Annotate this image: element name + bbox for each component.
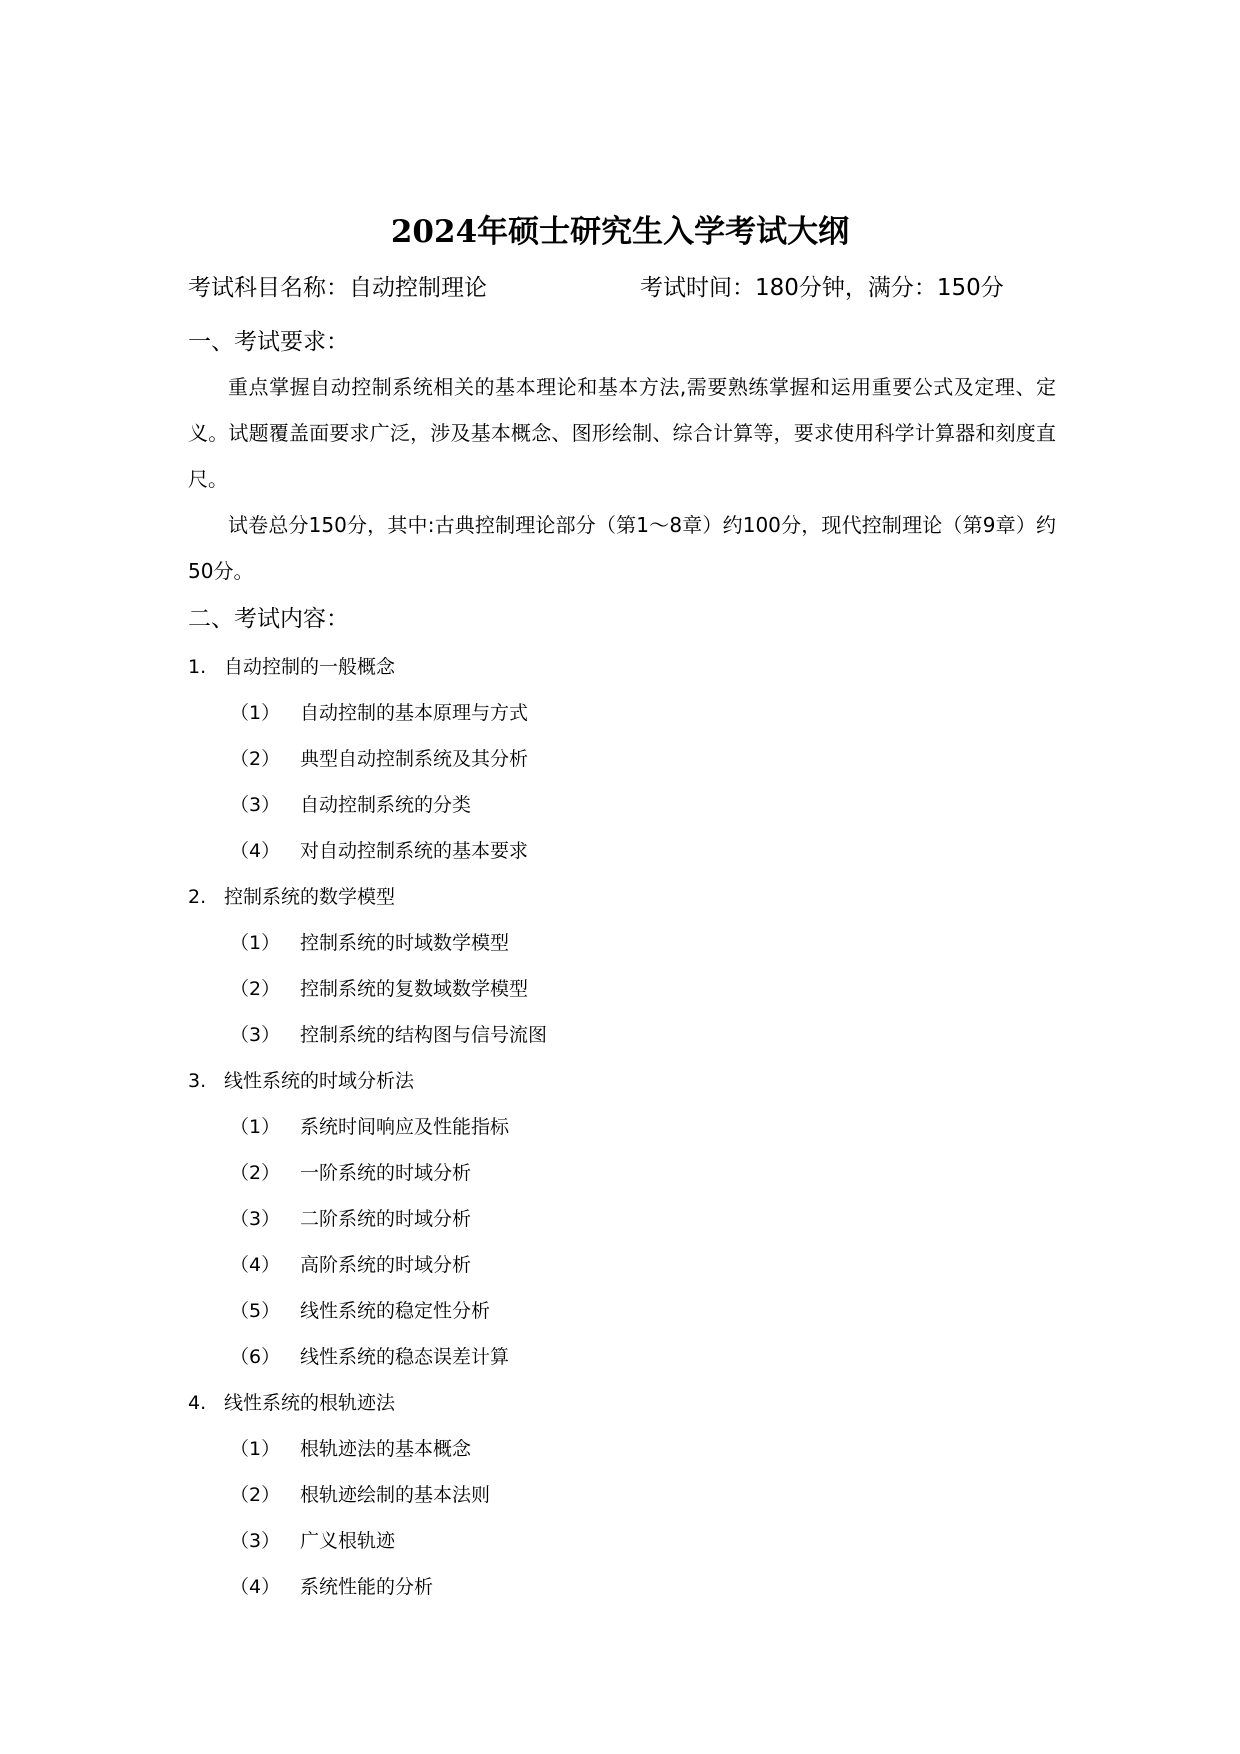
item-text: 一阶系统的时域分析 (300, 1162, 472, 1184)
item-number: （2） (230, 1484, 281, 1506)
chapter-number: 3. (188, 1070, 207, 1092)
item-text: 根轨迹法的基本概念 (300, 1438, 472, 1460)
chapter-title: 控制系统的数学模型 (224, 886, 396, 908)
requirements-paragraph-1: 重点掌握自动控制系统相关的基本理论和基本方法,需要熟练掌握和运用重要公式及定理、定义。试题覆盖面要求广泛，涉及基本概念、图形绘制、综合计算等，要求使用科学计算器和刻度直尺。 (188, 375, 1056, 491)
section-heading-requirements: 一、考试要求： (188, 329, 349, 355)
item-text: 广义根轨迹 (300, 1530, 396, 1552)
chapter-number: 2. (188, 886, 207, 908)
item-text: 线性系统的稳态误差计算 (300, 1346, 510, 1368)
item-text: 自动控制的基本原理与方式 (300, 702, 529, 724)
chapter-heading (188, 653, 395, 681)
document-title: 2024年硕士研究生入学考试大纲 (390, 214, 850, 250)
item-number: （2） (230, 748, 281, 770)
list-item (230, 745, 528, 773)
item-number: （4） (230, 1576, 281, 1598)
list-item (230, 699, 528, 727)
chapter-title: 自动控制的一般概念 (224, 656, 396, 678)
list-item (230, 929, 509, 957)
item-number: （2） (230, 978, 281, 1000)
item-number: （6） (230, 1346, 281, 1368)
list-item (230, 1251, 471, 1279)
item-text: 控制系统的时域数学模型 (300, 932, 510, 954)
item-text: 对自动控制系统的基本要求 (300, 840, 529, 862)
item-number: （1） (230, 1116, 281, 1138)
item-number: （2） (230, 1162, 281, 1184)
item-text: 高阶系统的时域分析 (300, 1254, 472, 1276)
section-heading-content: 二、考试内容： (188, 606, 349, 632)
exam-time-and-score: 考试时间：180分钟，满分：150分 (640, 275, 1004, 301)
item-number: （1） (230, 1438, 281, 1460)
list-item (230, 1297, 490, 1325)
item-text: 系统时间响应及性能指标 (300, 1116, 510, 1138)
item-number: （5） (230, 1300, 281, 1322)
list-item (230, 1435, 471, 1463)
list-item (230, 791, 471, 819)
item-number: （3） (230, 1208, 281, 1230)
chapter-title: 线性系统的时域分析法 (224, 1070, 415, 1092)
list-item (230, 1021, 547, 1049)
item-text: 自动控制系统的分类 (300, 794, 472, 816)
item-number: （3） (230, 794, 281, 816)
item-number: （4） (230, 840, 281, 862)
list-item (230, 1159, 471, 1187)
item-text: 根轨迹绘制的基本法则 (300, 1484, 491, 1506)
list-item (230, 837, 528, 865)
chapter-heading (188, 883, 395, 911)
item-number: （1） (230, 932, 281, 954)
item-text: 控制系统的结构图与信号流图 (300, 1024, 548, 1046)
list-item (230, 1205, 471, 1233)
list-item (230, 1481, 490, 1509)
list-item (230, 1573, 433, 1601)
item-text: 系统性能的分析 (300, 1576, 434, 1598)
chapter-heading (188, 1389, 395, 1417)
item-number: （3） (230, 1530, 281, 1552)
item-text: 控制系统的复数域数学模型 (300, 978, 529, 1000)
item-number: （1） (230, 702, 281, 724)
chapter-number: 1. (188, 656, 207, 678)
chapter-title: 线性系统的根轨迹法 (224, 1392, 396, 1414)
item-text: 典型自动控制系统及其分析 (300, 748, 529, 770)
list-item (230, 1113, 509, 1141)
item-text: 线性系统的稳定性分析 (300, 1300, 491, 1322)
list-item (230, 1527, 395, 1555)
chapter-number: 4. (188, 1392, 207, 1414)
item-number: （3） (230, 1024, 281, 1046)
item-number: （4） (230, 1254, 281, 1276)
requirements-paragraph-2: 试卷总分150分，其中:古典控制理论部分（第1～8章）约100分，现代控制理论（第9章）约50分。 (188, 513, 1056, 583)
chapter-heading (188, 1067, 414, 1095)
list-item (230, 975, 528, 1003)
list-item (230, 1343, 509, 1371)
item-text: 二阶系统的时域分析 (300, 1208, 472, 1230)
exam-subject: 考试科目名称：自动控制理论 (188, 275, 487, 301)
